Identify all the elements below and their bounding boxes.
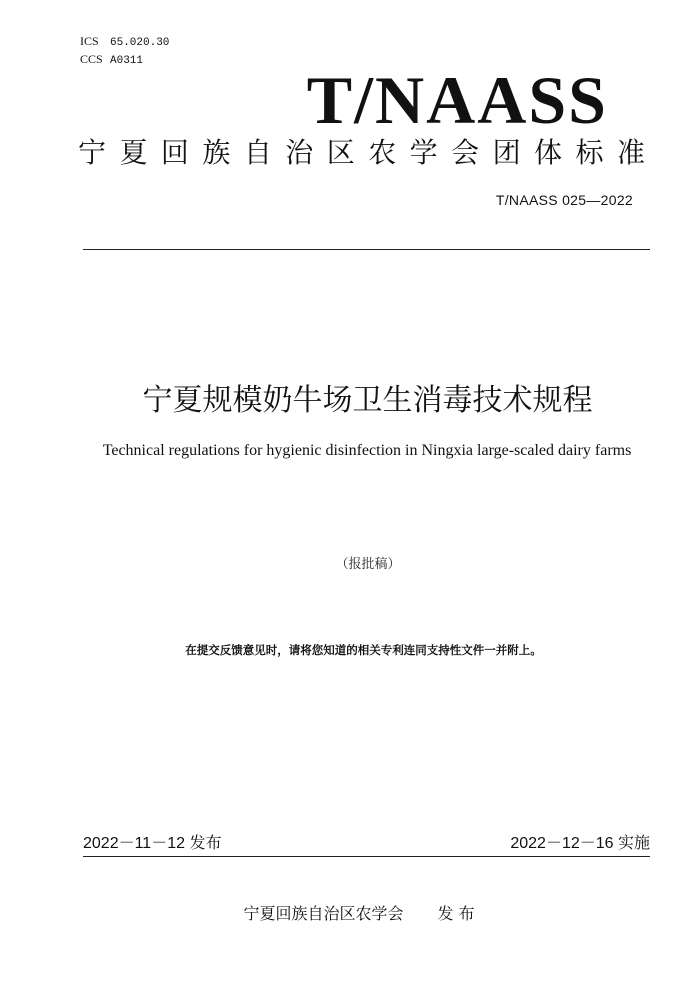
- ccs-label: CCS: [80, 52, 103, 66]
- publisher-action: 发 布: [437, 904, 475, 923]
- footer-rule: [83, 856, 650, 857]
- ics-label: ICS: [80, 34, 99, 48]
- ccs-row: [80, 52, 143, 68]
- release-date: 2022－11－12 发布: [83, 835, 222, 852]
- association-logo-text: T/NAASS: [306, 62, 608, 138]
- document-title-cn: 宁夏规模奶牛场卫生消毒技术规程: [142, 383, 593, 418]
- publisher-name: 宁夏回族自治区农学会: [243, 904, 404, 923]
- header-rule: [83, 249, 650, 250]
- document-title-en: Technical regulations for hygienic disinfection in Ningxia large-scaled dairy farms: [102, 442, 632, 459]
- org-standard-name: 宁夏回族自治区农学会团体标准: [78, 136, 645, 169]
- implement-date: 2022－12－16 实施: [510, 835, 650, 852]
- standard-number: T/NAASS 025—2022: [495, 192, 633, 208]
- publisher-line: [0, 905, 700, 923]
- ics-row: [80, 34, 169, 50]
- patent-note: 在提交反馈意见时，请将您知道的相关专利连同支持性文件一并附上。: [185, 643, 542, 657]
- ics-code: 65.020.30: [110, 37, 170, 49]
- ccs-code: A0311: [110, 55, 144, 67]
- draft-status: （报批稿）: [335, 557, 401, 572]
